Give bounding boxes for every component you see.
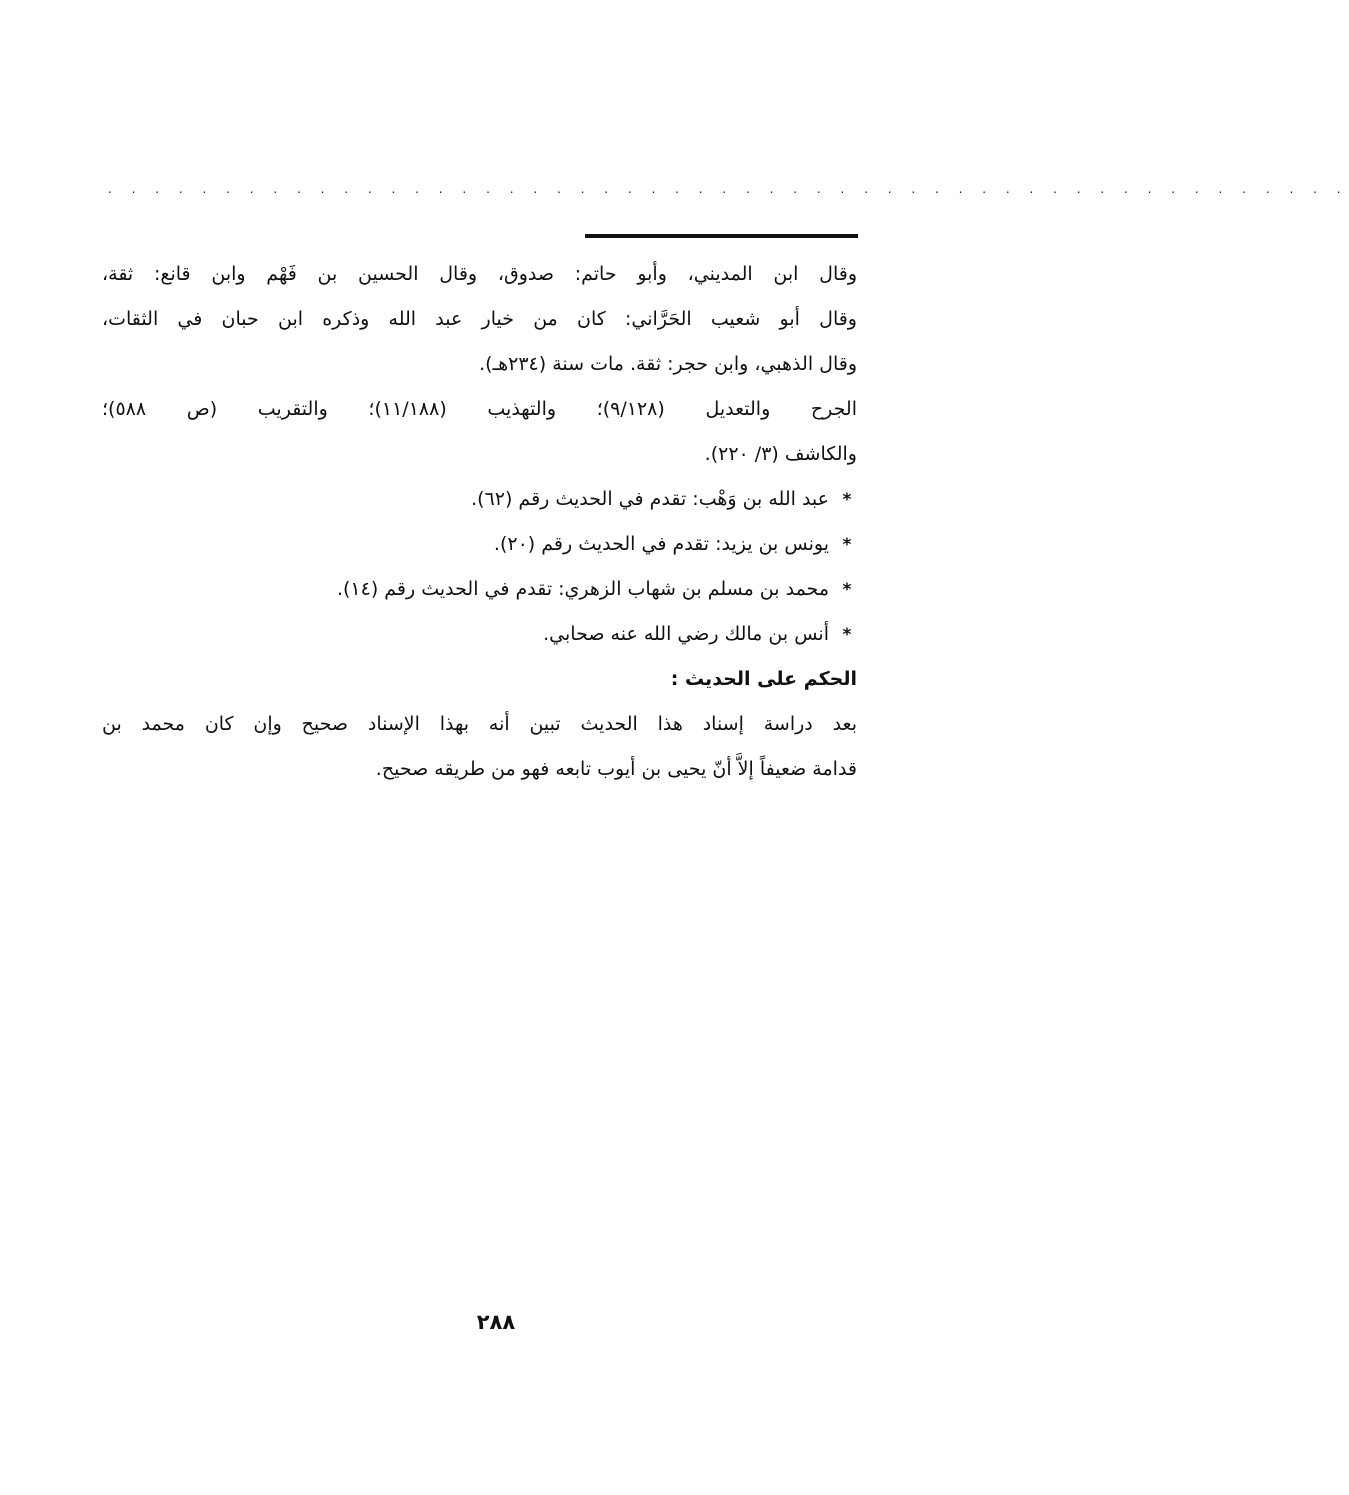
narrator-item-text: عبد الله بن وَهْب: تقدم في الحديث رقم (٦٢). [471, 488, 829, 510]
asterisk-bullet-icon: * [842, 535, 852, 555]
ruling-line-1: بعد دراسة إسناد هذا الحديث تبين أنه بهذا الإسناد صحيح وإن كان محمد بن [102, 713, 857, 735]
page-number: ٢٨٨ [476, 1310, 516, 1334]
narrator-item-text: محمد بن مسلم بن شهاب الزهري: تقدم في الحديث رقم (١٤). [336, 578, 829, 600]
asterisk-bullet-icon: * [842, 625, 852, 645]
footnote-line-1: وقال ابن المديني، وأبو حاتم: صدوق، وقال الحسين بن فَهْم وابن قانع: ثقة، [102, 263, 857, 285]
footnote-separator-line [585, 234, 858, 238]
ruling-line-2: قدامة ضعيفاً إلاَّ أنّ يحيى بن أيوب تابعه فهو من طريقه صحيح. [375, 758, 857, 780]
asterisk-bullet-icon: * [842, 580, 852, 600]
footnote-line-5: والكاشف (٣/ ٢٢٠). [704, 443, 857, 465]
narrator-item-text: يونس بن يزيد: تقدم في الحديث رقم (٢٠). [493, 533, 829, 555]
section-dotted-separator: . . . . . . . . . . . . . . . . . . . . . . . . . . . . . . . . . . . . . . . . . . . . . . . . . . . . . [108, 182, 1349, 196]
footnote-line-4: الجرح والتعديل (٩/١٢٨)؛ والتهذيب (١١/١٨٨)؛ والتقريب (ص ٥٨٨)؛ [102, 398, 857, 420]
asterisk-bullet-icon: * [842, 490, 852, 510]
narrator-item-3 [102, 567, 857, 612]
narrator-item-1 [102, 477, 857, 522]
page-body [102, 252, 857, 792]
narrator-item-2 [102, 522, 857, 567]
narrator-item-text: أنس بن مالك رضي الله عنه صحابي. [543, 623, 829, 645]
ruling-heading: الحكم على الحديث : [670, 668, 857, 690]
footnote-line-2: وقال أبو شعيب الحَرَّاني: كان من خيار عبد الله وذكره ابن حبان في الثقات، [102, 308, 857, 330]
footnote-line-3: وقال الذهبي، وابن حجر: ثقة. مات سنة (٢٣٤هـ). [479, 353, 857, 375]
narrator-item-4 [102, 612, 857, 657]
